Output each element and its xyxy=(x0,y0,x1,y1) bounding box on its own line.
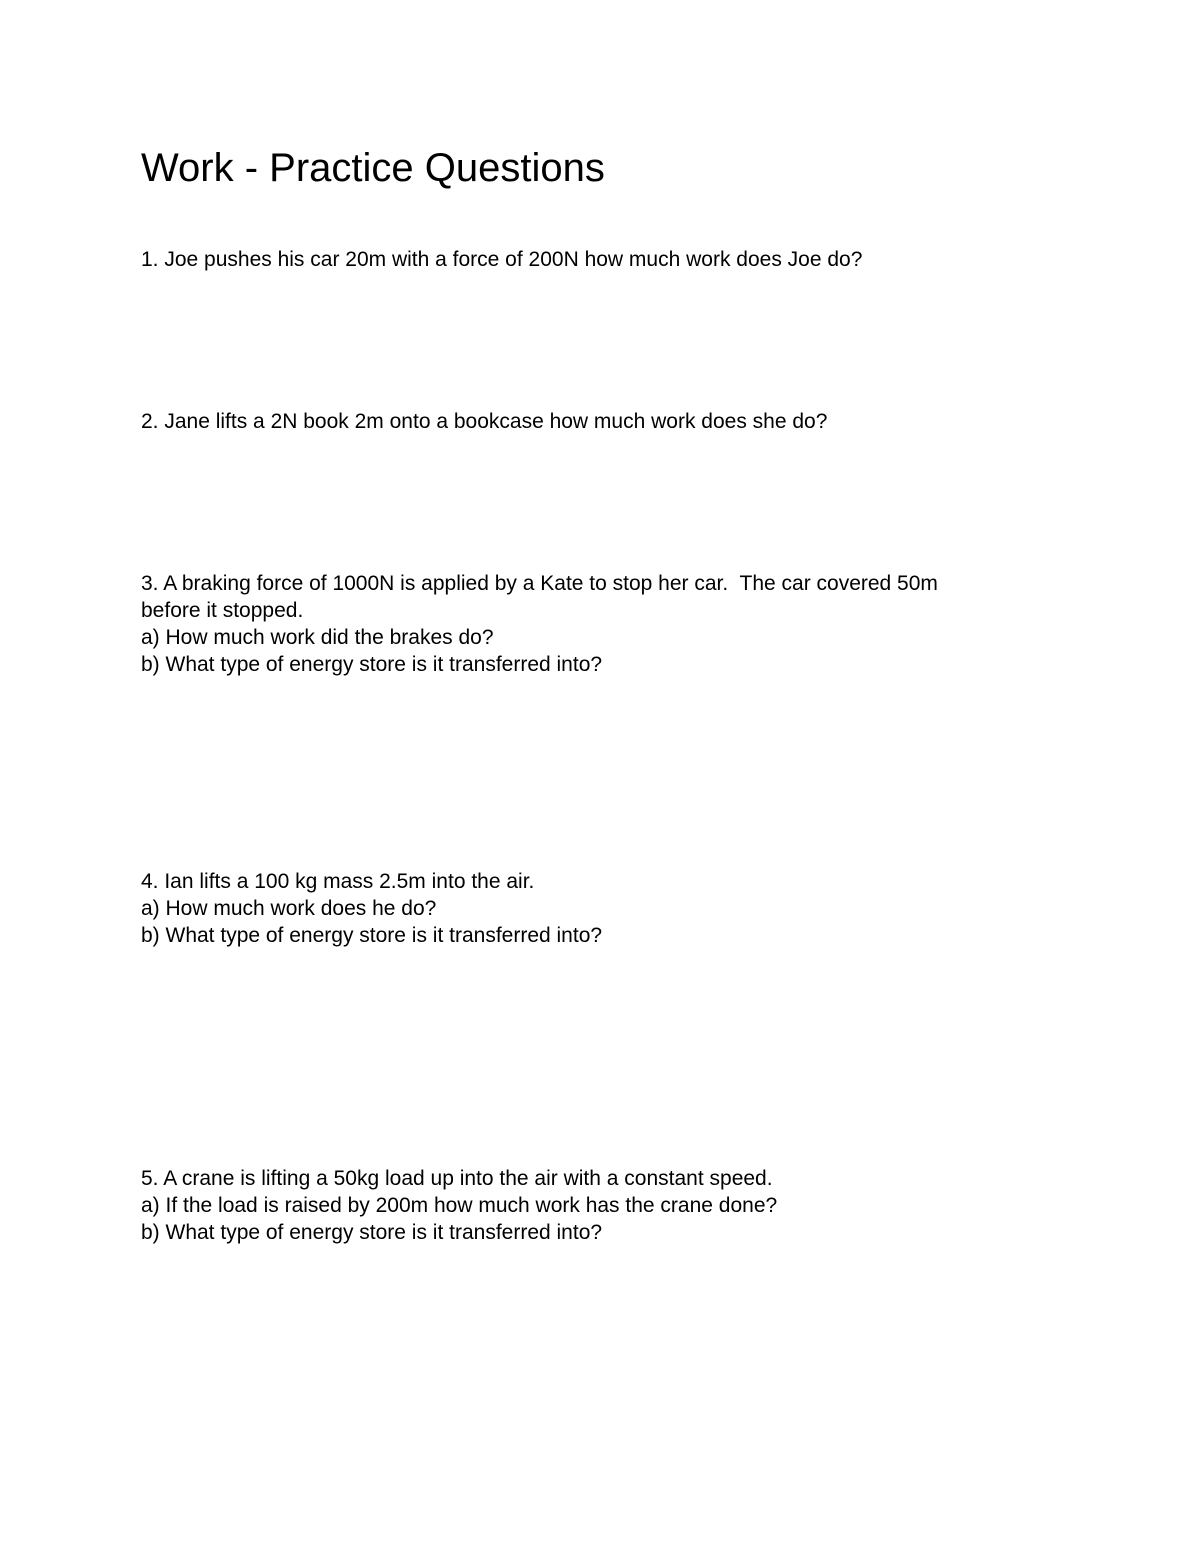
question-4-text: 4. Ian lifts a 100 kg mass 2.5m into the air. xyxy=(141,870,535,893)
question-2 xyxy=(141,408,1081,435)
question-5-part-a: a) If the load is raised by 200m how much work has the crane done? xyxy=(141,1194,778,1217)
question-3 xyxy=(141,570,1081,678)
question-5-text: 5. A crane is lifting a 50kg load up into the air with a constant speed. xyxy=(141,1167,773,1190)
question-3-text-line-1: 3. A braking force of 1000N is applied by a Kate to stop her car. The car covered 50m xyxy=(141,572,938,595)
question-4 xyxy=(141,868,1081,949)
question-1-text: 1. Joe pushes his car 20m with a force of 200N how much work does Joe do? xyxy=(141,248,863,271)
question-3-part-b: b) What type of energy store is it transferred into? xyxy=(141,653,603,676)
question-4-part-a: a) How much work does he do? xyxy=(141,897,437,920)
question-5 xyxy=(141,1165,1081,1246)
page-title: Work - Practice Questions xyxy=(141,146,605,190)
question-2-text: 2. Jane lifts a 2N book 2m onto a bookcase how much work does she do? xyxy=(141,410,828,433)
question-3-text-line-2: before it stopped. xyxy=(141,599,304,622)
question-3-part-a: a) How much work did the brakes do? xyxy=(141,626,494,649)
question-1 xyxy=(141,246,1081,273)
question-5-part-b: b) What type of energy store is it transferred into? xyxy=(141,1221,603,1244)
question-4-part-b: b) What type of energy store is it transferred into? xyxy=(141,924,603,947)
